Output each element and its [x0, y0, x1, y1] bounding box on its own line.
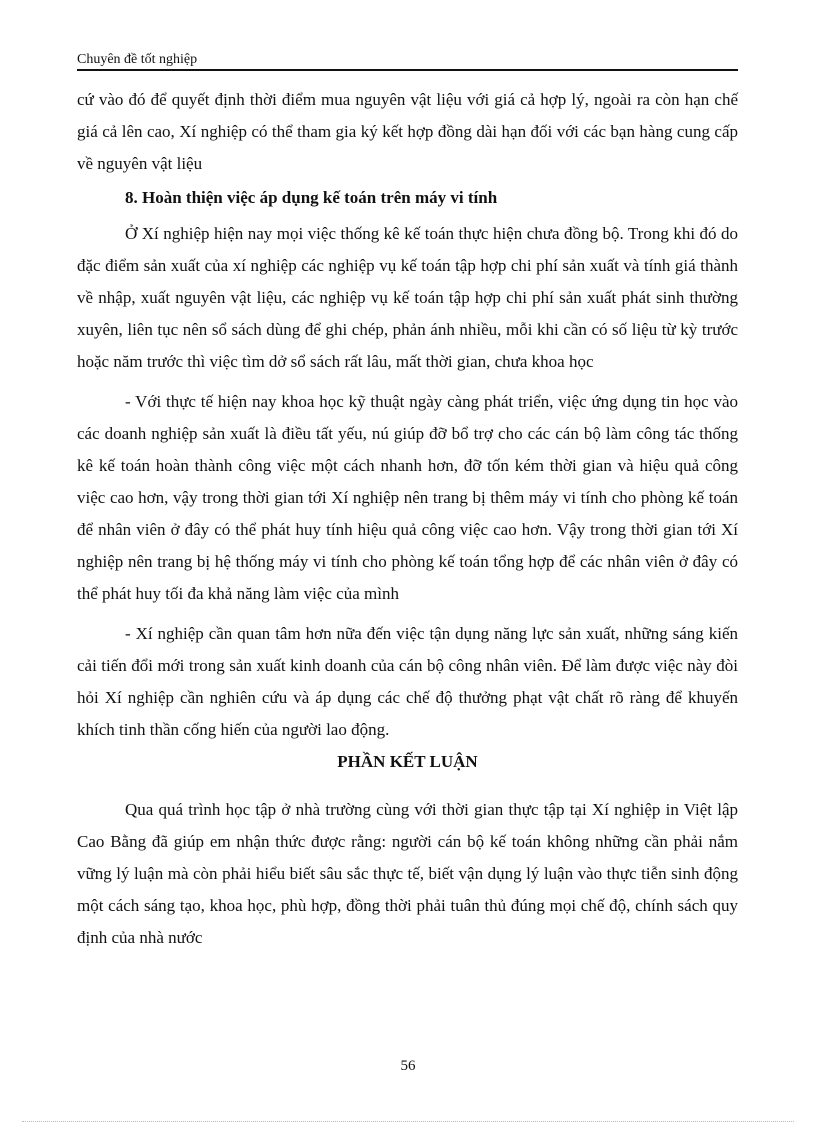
bottom-dotted-rule — [22, 1121, 794, 1122]
page-content — [77, 84, 738, 954]
page-number: 56 — [400, 1058, 416, 1074]
paragraph-production-capacity: - Xí nghiệp cần quan tâm hơn nữa đến việc tận dụng năng lực sản xuất, những sáng kiến cải tiến đổi mới trong sản xuất kinh doanh của cán bộ công nhân viên. Để làm được việc này đòi hỏi Xí nghiệp cần nghiên cứu và áp dụng các chế độ thưởng phạt vật chất rõ ràng để khuyến khích tinh thần cống hiến của người lao động. — [77, 624, 738, 739]
paragraph-conclusion: Qua quá trình học tập ở nhà trường cùng với thời gian thực tập tại Xí nghiệp in Việt lập Cao Bằng đã giúp em nhận thức được rằng: người cán bộ kế toán không những cần phải nắm vững lý luận mà còn phải hiểu biết sâu sắc thực tế, biết vận dụng lý luận vào thực tiễn sinh động một cách sáng tạo, khoa học, phù hợp, đồng thời phải tuân thủ đúng mọi chế độ, chính sách quy định của nhà nước — [77, 800, 738, 947]
paragraph-computer-application: - Với thực tế hiện nay khoa học kỹ thuật ngày càng phát triển, việc ứng dụng tin học vào các doanh nghiệp sản xuất là điều tất yếu, nú giúp đỡ bổ trợ cho các cán bộ làm công tác thống kê kế toán hoàn thành công việc một cách nhanh hơn, đỡ tốn kém thời gian và hiệu quả công việc cao hơn, vậy trong thời gian tới Xí nghiệp nên trang bị thêm máy vi tính cho phòng kế toán để nhân viên ở đây có thể phát huy tính hiệu quả công việc cao hơn. Vậy trong thời gian tới Xí nghiệp nên trang bị hệ thống máy vi tính cho phòng kế toán tổng hợp để các nhân viên ở đây có thể phát huy tối đa khả năng làm việc của mình — [77, 392, 738, 603]
running-header: Chuyên đề tốt nghiệp — [77, 52, 198, 67]
paragraph-current-situation: Ở Xí nghiệp hiện nay mọi việc thống kê kế toán thực hiện chưa đồng bộ. Trong khi đó do đặc điểm sản xuất của xí nghiệp các nghiệp vụ kế toán tập hợp chi phí sản xuất và tính giá thành về nhập, xuất nguyên vật liệu, các nghiệp vụ kế toán tập hợp chi phí sản xuất phát sinh thường xuyên, liên tục nên sổ sách dùng để ghi chép, phản ánh nhiều, mỗi khi cần có số liệu từ kỳ trước hoặc năm trước thì việc tìm dở sổ sách rất lâu, mất thời gian, chưa khoa học — [77, 224, 738, 371]
paragraph-continued: cứ vào đó để quyết định thời điểm mua nguyên vật liệu với giá cả hợp lý, ngoài ra còn hạn chế giá cả lên cao, Xí nghiệp có thể tham gia ký kết hợp đồng dài hạn đối với các bạn hàng cung cấp về nguyên vật liệu — [77, 90, 738, 173]
conclusion-heading: PHẦN KẾT LUẬN — [337, 752, 478, 771]
section-heading-8: 8. Hoàn thiện việc áp dụng kế toán trên máy vi tính — [125, 188, 498, 207]
header-rule — [77, 69, 738, 71]
